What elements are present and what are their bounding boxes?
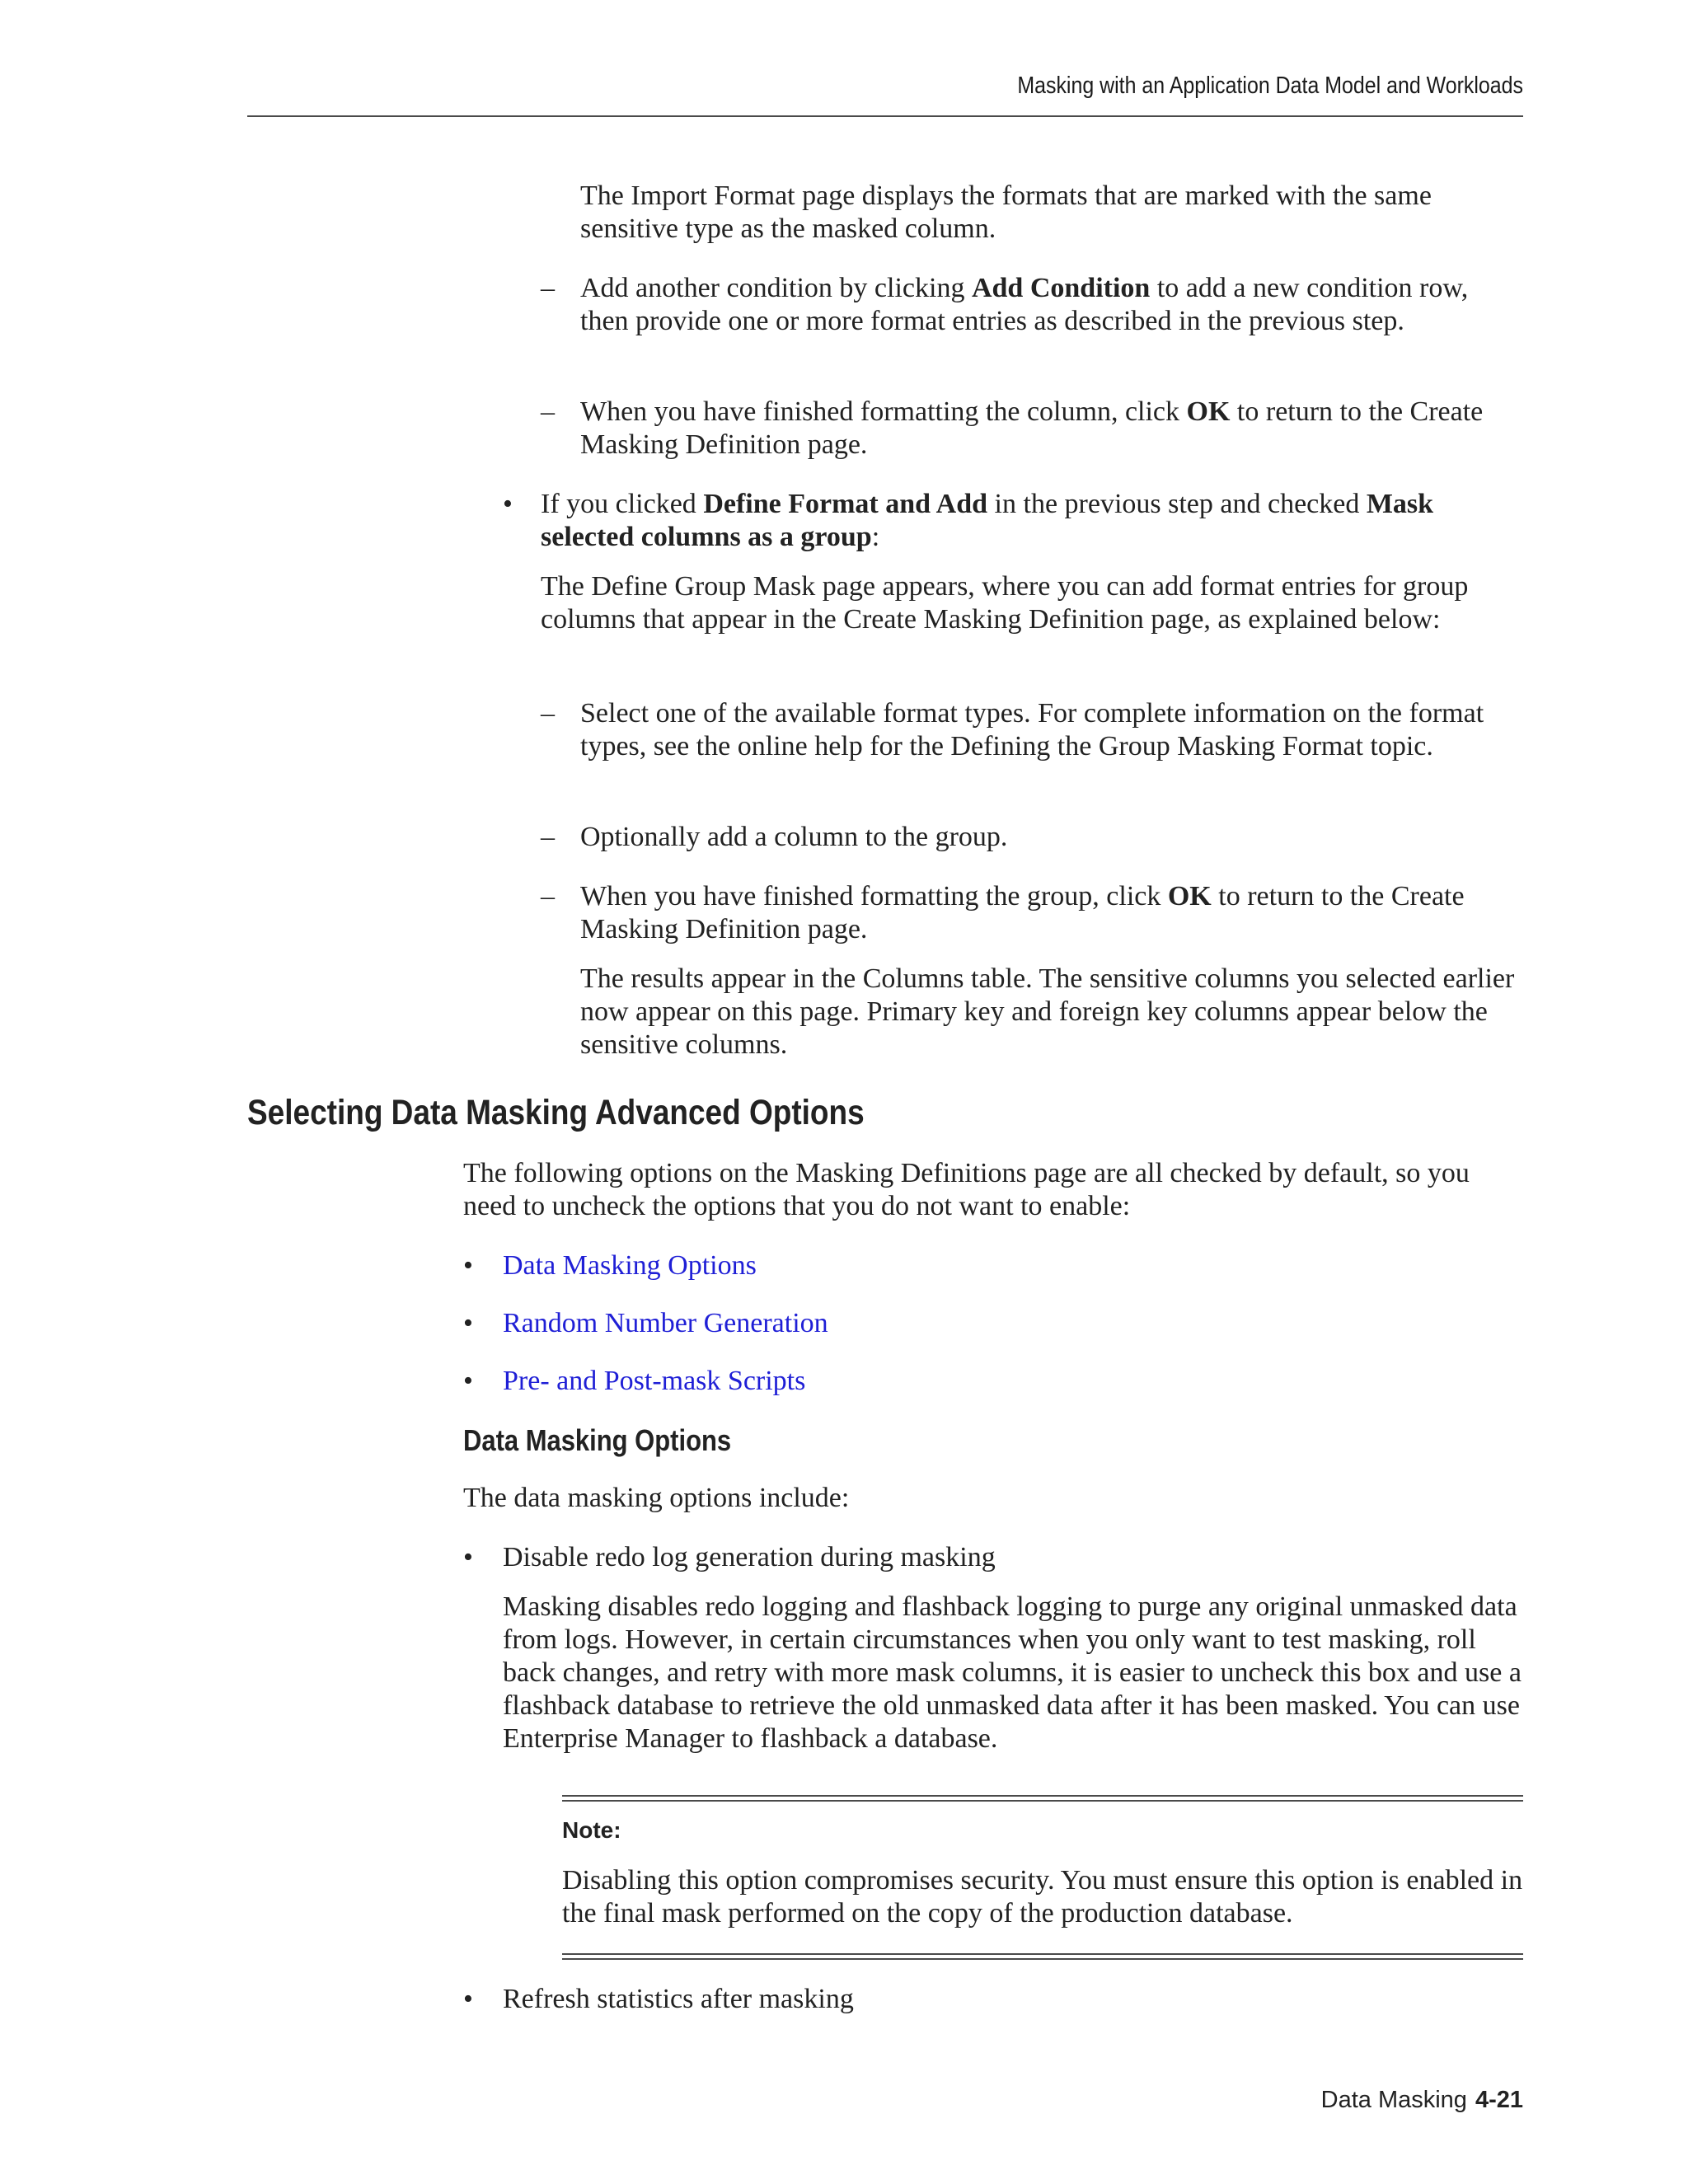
dash-marker: – (541, 881, 555, 912)
link-data-masking-options[interactable]: Data Masking Options (503, 1250, 757, 1281)
step-select-format: Select one of the available format types. For complete information on the format types, see the online help for the Defining the Group Masking Format topic. (580, 698, 1484, 762)
step-add-column: Optionally add a column to the group. (580, 822, 1008, 852)
note-label: Note: (562, 1817, 621, 1843)
link-random-number-generation[interactable]: Random Number Generation (503, 1308, 828, 1338)
options-intro: The data masking options include: (463, 1483, 850, 1513)
define-group-mask-paragraph: The Define Group Mask page appears, where you can add format entries for group columns that appear in the Create Masking Definition page, as explained below: (541, 571, 1469, 635)
advanced-intro: The following options on the Masking Definitions page are all checked by default, so you need to uncheck the options that you do not want to enable: (463, 1158, 1470, 1221)
bullet-marker: • (463, 1308, 473, 1338)
dash-marker: – (541, 822, 555, 852)
bullet-marker: • (463, 1250, 473, 1281)
option-disable-redo: Disable redo log generation during masking (503, 1542, 996, 1572)
bullet-marker: • (463, 1542, 473, 1572)
bullet-define-format-group: If you clicked Define Format and Add in the previous step and checked Mask selected columns as a group: (541, 489, 1434, 552)
option-refresh-statistics: Refresh statistics after masking (503, 1984, 854, 2014)
step-finish-group: When you have finished formatting the group, click OK to return to the Create Masking Definition page. (580, 881, 1465, 944)
note-top-rule (562, 1795, 1523, 1802)
bullet-marker: • (463, 1984, 473, 2014)
disable-redo-paragraph: Masking disables redo logging and flashback logging to purge any original unmasked data from logs. However, in certain circumstances when you only want to test masking, roll back changes, and retry with more mask columns, it is easier to uncheck this box and use a flashback database to retrieve the old unmasked data after it has been masked. You can use Enterprise Manager to flashback a database. (503, 1591, 1522, 1754)
footer-section: Data Masking (1320, 2087, 1467, 2113)
dash-marker: – (541, 698, 555, 729)
dash-marker: – (541, 273, 555, 303)
page-number: 4-21 (1475, 2087, 1523, 2113)
step-finish-column: When you have finished formatting the column, click OK to return to the Create Masking Definition page. (580, 396, 1484, 460)
header-rule (247, 115, 1523, 117)
page-footer (1071, 2085, 1523, 2115)
results-paragraph: The results appear in the Columns table. The sensitive columns you selected earlier now appear on this page. Primary key and foreign key columns appear below the sensitive columns. (580, 963, 1515, 1060)
ok-term: OK (1186, 396, 1231, 427)
section-heading: Selecting Data Masking Advanced Options (247, 1093, 865, 1132)
add-condition-term: Add Condition (971, 273, 1151, 303)
import-format-paragraph: The Import Format page displays the formats that are marked with the same sensitive type as the masked column. (580, 180, 1432, 244)
note-text: Disabling this option compromises security. You must ensure this option is enabled in the final mask performed on the copy of the production database. (562, 1865, 1523, 1929)
dash-marker: – (541, 396, 555, 427)
subsection-heading: Data Masking Options (463, 1423, 732, 1457)
link-pre-post-mask-scripts[interactable]: Pre- and Post-mask Scripts (503, 1366, 806, 1396)
note-bottom-rule (562, 1953, 1523, 1960)
bullet-marker: • (463, 1366, 473, 1396)
bullet-marker: • (503, 489, 513, 519)
step-add-condition: Add another condition by clicking Add Condition to add a new condition row, then provide one or more format entries as described in the previous step. (580, 273, 1469, 336)
running-header: Masking with an Application Data Model and Workloads (1017, 73, 1523, 99)
